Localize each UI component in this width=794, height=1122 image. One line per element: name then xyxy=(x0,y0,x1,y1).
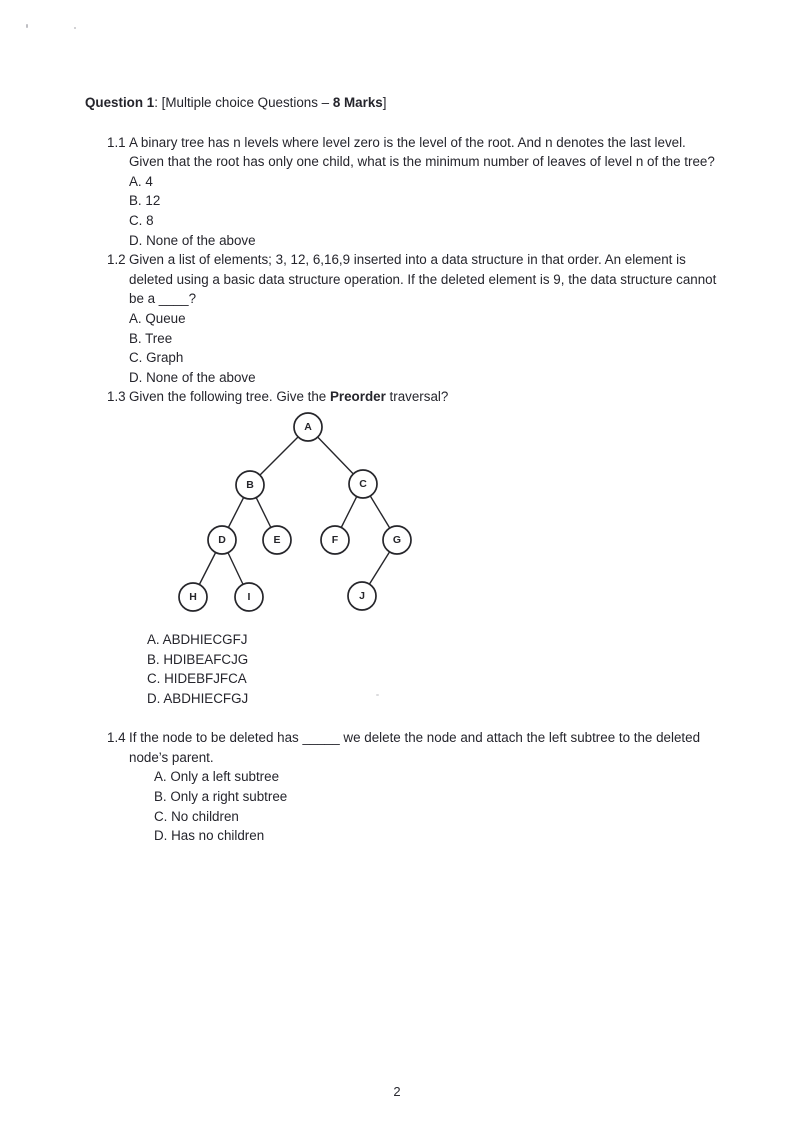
option-a: A. Only a left subtree xyxy=(154,769,280,785)
option-d: D. ABDHIECFGJ xyxy=(147,690,249,706)
option-b: B. 12 xyxy=(129,193,161,209)
page-number: 2 xyxy=(393,1084,401,1099)
question-1-2-options xyxy=(129,309,724,387)
option-c: C. 8 xyxy=(129,212,154,228)
binary-tree-figure xyxy=(170,411,420,613)
option-c: C. Graph xyxy=(129,350,184,366)
option-d: D. None of the above xyxy=(129,232,256,248)
tree-node-label-e: E xyxy=(273,533,281,546)
scan-speck xyxy=(74,27,76,29)
option-a: A. ABDHIECGFJ xyxy=(147,631,248,647)
question-text-bold: Preorder xyxy=(329,389,386,405)
question-1-4-options xyxy=(154,767,724,845)
question-1-1-options xyxy=(129,172,724,250)
question-text xyxy=(129,387,724,407)
option-b: B. Tree xyxy=(129,330,173,346)
question-text-pre: Given the following tree. Give the xyxy=(129,389,330,405)
scan-speck xyxy=(26,24,28,28)
option-b: B. Only a right subtree xyxy=(154,789,288,805)
option-b: B. HDIBEAFCJG xyxy=(147,651,249,667)
option-c: C. HIDEBFJFCA xyxy=(147,671,247,687)
option-d: D. Has no children xyxy=(154,828,265,844)
tree-node-label-g: G xyxy=(392,533,402,546)
scan-speck xyxy=(376,694,379,696)
heading-marks-bold: 8 Marks xyxy=(332,95,383,110)
question-1-1 xyxy=(107,133,724,251)
question-1-3-options xyxy=(147,630,724,708)
tree-node-label-j: J xyxy=(359,589,365,602)
question-text: A binary tree has n levels where level zero is the level of the root. And n denotes the last level. Given that the root has only one child, what is the minimum number of leaves of level n of the tree? xyxy=(129,134,715,170)
question-text: Given a list of elements; 3, 12, 6,16,9 inserted into a data structure in that order. An element is deleted using a basic data structure operation. If the deleted element is 9, the data structure cannot be a ____? xyxy=(129,252,717,307)
question-1-2 xyxy=(107,250,724,387)
question-number: 1.1 xyxy=(107,134,126,150)
option-c: C. No children xyxy=(154,808,239,824)
question-number: 1.4 xyxy=(107,730,126,746)
heading-mid-text: : [Multiple choice Questions – xyxy=(154,95,333,110)
tree-node-label-d: D xyxy=(218,533,226,546)
question-1-3 xyxy=(107,387,724,708)
question-1-heading xyxy=(85,93,724,113)
question-1-4 xyxy=(107,728,724,846)
question-text: If the node to be deleted has _____ we delete the node and attach the left subtree to the deleted node’s parent. xyxy=(129,730,701,765)
heading-close-bracket: ] xyxy=(382,95,387,110)
tree-node-label-b: B xyxy=(246,478,254,491)
option-d: D. None of the above xyxy=(129,369,256,385)
tree-node-label-a: A xyxy=(304,420,312,433)
option-a: A. 4 xyxy=(129,173,153,189)
tree-node-label-c: C xyxy=(359,477,367,490)
question-text-post: traversal? xyxy=(385,389,449,405)
question-number: 1.3 xyxy=(107,389,126,405)
question-number: 1.2 xyxy=(107,252,126,268)
heading-title-bold: Question 1 xyxy=(85,95,155,110)
binary-tree xyxy=(170,411,420,613)
tree-node-label-f: F xyxy=(331,533,339,546)
option-a: A. Queue xyxy=(129,310,186,326)
tree-node-label-i: I xyxy=(247,590,251,603)
tree-node-label-h: H xyxy=(189,590,197,603)
